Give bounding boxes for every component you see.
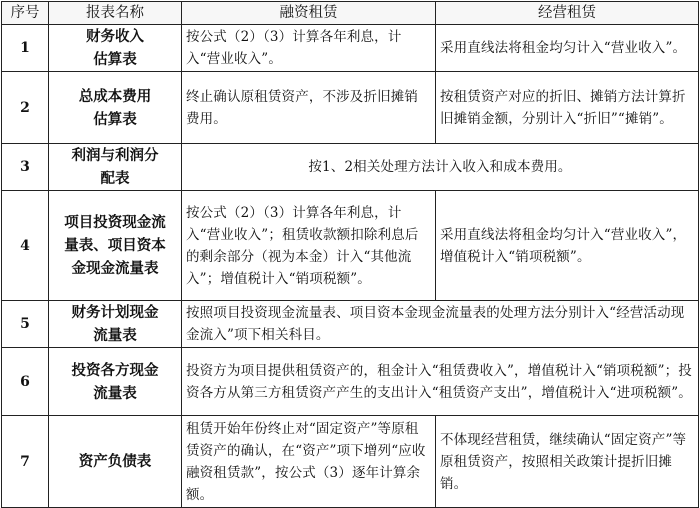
table-row: [2, 25, 699, 72]
row-number: 1: [2, 25, 49, 72]
operating-lease-cell: 采用直线法将租金均匀计入“营业收入”，增值税计入“销项税额”。: [436, 191, 699, 301]
report-name-line: 金现金流量表: [71, 260, 159, 277]
merged-lease-cell: 按1、2相关处理方法计入收入和成本费用。: [182, 144, 699, 191]
header-finance-lease: 融资租赁: [182, 2, 436, 25]
operating-lease-cell: 采用直线法将租金均匀计入“营业收入”。: [436, 25, 699, 72]
report-name-line: 估算表: [93, 110, 137, 128]
table-row: [2, 416, 699, 508]
report-name: [49, 72, 182, 144]
report-name-line: 财务收入: [86, 28, 144, 45]
operating-lease-cell: 按租赁资产对应的折旧、摊销方法计算折旧摊销金额，分别计入“折旧”“摊销”。: [436, 72, 699, 144]
finance-lease-cell: 按公式（2）（3）计算各年利息，计入“营业收入”；租赁收款额扣除利息后的剩余部分（视为本金）计入“其他流入”；增值税计入“销项税额”。: [182, 191, 436, 301]
header-row: [2, 2, 699, 25]
operating-lease-cell: 不体现经营租赁，继续确认“固定资产”等原租赁资产，按照相关政策计提折旧摊销。: [436, 416, 699, 508]
row-number: 4: [2, 191, 49, 301]
report-name-line: 量表、项目资本: [64, 237, 166, 254]
report-name-line: 利润与利润分: [71, 147, 159, 164]
table-row: [2, 301, 699, 348]
row-number: 2: [2, 72, 49, 144]
report-name: [49, 348, 182, 416]
report-name-line: 配表: [100, 170, 130, 187]
table-row: [2, 144, 699, 191]
report-name: [49, 301, 182, 348]
report-name-line: 估算表: [93, 51, 137, 68]
report-name: [49, 144, 182, 191]
report-name: 资产负债表: [49, 416, 182, 508]
report-name-line: 财务计划现金: [71, 304, 159, 321]
header-report-name: 报表名称: [49, 2, 182, 25]
row-number: 5: [2, 301, 49, 348]
lease-comparison-table: [1, 1, 699, 508]
report-name-line: 总成本费用: [78, 87, 152, 105]
header-no: 序号: [2, 2, 49, 25]
table-row: [2, 72, 699, 144]
row-number: 6: [2, 348, 49, 416]
report-name-line: 投资各方现金: [71, 361, 159, 379]
table-row: [2, 191, 699, 301]
table-row: [2, 348, 699, 416]
report-name: [49, 25, 182, 72]
report-name: [49, 191, 182, 301]
report-name-line: 流量表: [93, 327, 137, 344]
finance-lease-cell: 租赁开始年份终止对“固定资产”等原租赁资产的确认，在“资产”项下增列“应收融资租赁款”，按公式（3）逐年计算余额。: [182, 416, 436, 508]
finance-lease-cell: 终止确认原租赁资产，不涉及折旧摊销费用。: [182, 72, 436, 144]
report-name-line: 项目投资现金流: [64, 214, 166, 231]
report-name-line: 流量表: [93, 384, 137, 402]
merged-lease-cell: 按照项目投资现金流量表、项目资本金现金流量表的处理方法分别计入“经营活动现金流入”项下相关科目。: [182, 301, 699, 348]
row-number: 7: [2, 416, 49, 508]
merged-lease-cell: 投资方为项目提供租赁资产的，租金计入“租赁费收入”，增值税计入“销项税额”；投资各方从第三方租赁资产产生的支出计入“租赁资产支出”，增值税计入“进项税额”。: [182, 348, 699, 416]
finance-lease-cell: 按公式（2）（3）计算各年利息，计入“营业收入”。: [182, 25, 436, 72]
row-number: 3: [2, 144, 49, 191]
header-operating-lease: 经营租赁: [436, 2, 699, 25]
